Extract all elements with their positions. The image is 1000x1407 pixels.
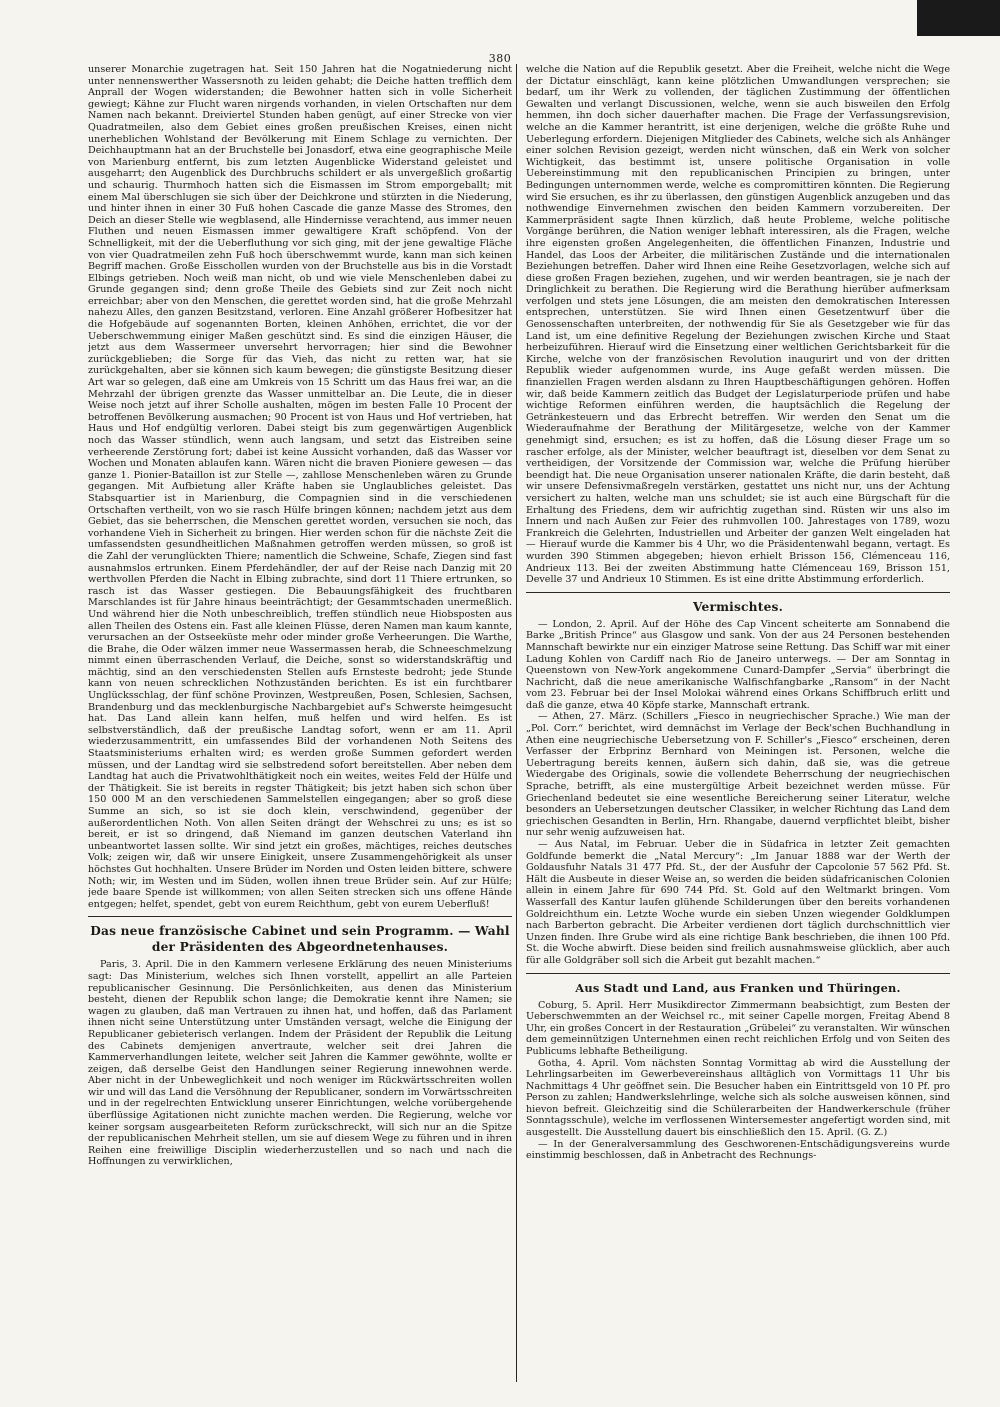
london-news-item: — London, 2. April. Auf der Höhe des Cap Vincent scheiterte am Sonnabend die Barke „British Prince“ aus Glasgow und sank. Von der aus 24 Personen bestehenden Mannschaft bewirkte nur ein einziger Matrose seine Rettung. Das Schiff war mit einer Ladung Kohlen von Cardiff nach Rio de Janeiro unterwegs. — Der am Sonntag in Queenstown von New-York angekommene Cunard-Dampfer „Servia“ überbringt die Nachricht, daß die neue amerikanische Walfischfangbarke „Ransom“ in der Nacht vom 23. Februar bei der Insel Molokai während eines Orkans Schiffbruch erlitt und daß die ganze, etwa 40 Köpfe starke, Mannschaft ertrank. (526, 618, 950, 711)
cabinet-article-text: Paris, 3. April. Die in den Kammern verlesene Erklärung des neuen Ministeriums sagt: Das Ministerium, welches sich Ihnen vorstellt, appellirt an alle Parteien republicanischer Gesinnung. Die Persönlichkeiten, aus denen das Ministerium besteht, dienen der Republik schon lange; die Demokratie kennt ihre Namen; sie wagen zu glauben, daß man Vertrauen zu ihnen hat, und hoffen, daß das Parlament ihnen nicht seine Unterstützung unter Umständen versagt, welche die Einigung der Republicaner gebieterisch verlangen. Indem der Präsident der Republik die Leitung des Cabinets demjenigen anvertraute, welcher seit drei Jahren die Kammerverhandlungen leitete, welcher seit Jahren die Kammer gewöhnte, wollte er zeigen, daß derselbe Geist den Handlungen seiner Regierung innewohnen werde. Aber nicht in der Unbeweglichkeit und noch weniger im Rückwärtsschreiten wollen wir und will das Land die Versöhnung der Republicaner, sondern im Vorwärtsschreiten und in der regelrechten Entwicklung unserer Einrichtungen, welche vorübergehende überflüssige Agitationen nicht zunichte machen werden. Die Regierung, welche vor keiner sorgsam ausgearbeiteten Reform zurückschreckt, will sich nur an die Spitze der republicanischen Mehrheit stellen, um sie auf diesem Wege zu führen und in ihren Reihen eine freiwillige Disciplin wiederherzustellen und so nach und nach die Hoffnungen zu verwirklichen, (88, 959, 512, 1168)
section-divider (88, 916, 512, 917)
left-column (88, 64, 512, 1382)
regional-news-heading: Aus Stadt und Land, aus Franken und Thüringen. (575, 980, 901, 995)
cabinet-article-continued: welche die Nation auf die Republik gesetzt. Aber die Freiheit, welche nicht die Wege der Dictatur einschlägt, kann keine plötzlichen Umwandlungen versprechen; sie bedarf, um ihr Werk zu vollenden, der täglichen Zustimmung der öffentlichen Gewalten und verlangt Discussionen, welche, wenn sie auch bisweilen den Erfolg hemmen, ihn doch sicher dauerhafter machen. Die Frage der Verfassungsrevision, welche an die Kammer herantritt, ist eine derjenigen, welche die größte Ruhe und Ueberlegung erfordern. Diejenigen Mitglieder des Cabinets, welche sich als Anhänger einer solchen Revision gezeigt, werden nicht wünschen, daß ein Werk von solcher Wichtigkeit, das bestimmt ist, unsere politische Organisation in volle Uebereinstimmung mit den republicanischen Principien zu bringen, unter Bedingungen unternommen werde, welche es compromittiren könnten. Die Regierung wird Sie ersuchen, es ihr zu überlassen, den günstigen Augenblick anzugeben und das nothwendige Einvernehmen zwischen den beiden Kammern vorzubereiten. Der Kammerpräsident sagte Ihnen kürzlich, daß heute Probleme, welche politische Vorgänge berühren, die Nation weniger lebhaft interessiren, als die Fragen, welche ihre eigensten großen Angelegenheiten, die öffentlichen Finanzen, Industrie und Handel, das Loos der Arbeiter, die militärischen Zustände und die internationalen Beziehungen betreffen. Daher wird Ihnen eine Reihe Gesetzvorlagen, welche sich auf diese großen Fragen beziehen, zugehen, und wir werden beantragen, sie je nach der Dringlichkeit zu berathen. Die Regierung wird die Berathung hierüber aufmerksam verfolgen und stets jene Lösungen, die am meisten den demokratischen Interessen entsprechen, unterstützen. Sie wird Ihnen einen Gesetzentwurf über die Genossenschaften unterbreiten, der nothwendig für Sie als Gesetzgeber wie für das Land ist, um eine definitive Regelung der Beziehungen zwischen Kirche und Staat herbeizuführen. Hierauf wird die Einsetzung einer weltlichen Gerichtsbarkeit für die Kirche, welche von der französischen Revolution inaugurirt und von der dritten Republik wieder aufgenommen wurde, ins Auge gefaßt werden müssen. Die finanziellen Fragen werden alsdann zu Ihren Hauptbeschäftigungen gehören. Hoffen wir, daß beide Kammern zeitlich das Budget der Legislaturperiode prüfen und habe wichtige Reformen einführen werden, die hauptsächlich die Regelung der Getränkesteuern und das Erbrecht betreffen. Wir werden den Senat um die Wiederaufnahme der Berathung der Militärgesetze, welche von der Kammer genehmigt sind, ersuchen; es ist zu hoffen, daß die Lösung dieser Frage um so rascher erfolge, als der Minister, welcher beauftragt ist, dieselben vor dem Senat zu vertheidigen, der Vorsitzende der Commission war, welche die Prüfung hierüber beendigt hat. Die neue Organisation unserer nationalen Kräfte, die darin besteht, daß wir unsere Defensivmaßregeln verstärken, gestattet uns nicht nur, uns der Achtung versichert zu halten, welche man uns schuldet; sie ist auch eine Bürgschaft für die Erhaltung des Friedens, dem wir aufrichtig zugethan sind. Rüsten wir uns also im Innern und nach Außen zur Feier des ruhmvollen 100. Jahrestages von 1789, wozu Frankreich die Gelehrten, Industriellen und Arbeiter der ganzen Welt eingeladen hat — Hierauf wurde die Kammer bis 4 Uhr, wo die Präsidentenwahl begann, vertagt. Es wurden 390 Stimmen abgegeben; hievon erhielt Brisson 156, Clémenceau 116, Andrieux 113. Bei der zweiten Abstimmung hatte Clémenceau 169, Brisson 151, Develle 37 und Andrieux 10 Stimmen. Es ist eine dritte Abstimmung erforderlich. (526, 64, 950, 586)
section-divider (526, 973, 950, 974)
scan-corner-mark (908, 0, 1000, 36)
gotha-news-item: Gotha, 4. April. Vom nächsten Sonntag Vormittag ab wird die Ausstellung der Lehrlingsarbeiten im Gewerbevereinshaus alltäglich von Vormittags 11 Uhr bis Nachmittags 4 Uhr geöffnet sein. Die Besucher haben ein Eintrittsgeld von 10 Pf. pro Person zu zahlen; Handwerkslehrlinge, welche sich als solche ausweisen können, sind hievon befreit. Gleichzeitig sind die Schülerarbeiten der Handwerkerschule (früher Sonntagsschule), welche im verflossenen Wintersemester angefertigt worden sind, mit ausgestellt. Die Ausstellung dauert bis einschließlich den 15. April. (G. Z.) (526, 1057, 950, 1139)
miscellany-heading: Vermischtes. (692, 599, 784, 614)
coburg-news-item: Coburg, 5. April. Herr Musikdirector Zimmermann beabsichtigt, zum Besten der Ueberschwemmten an der Weichsel rc., mit seiner Capelle morgen, Freitag Abend 8 Uhr, ein großes Concert in der Restauration „Grübelei“ zu veranstalten. Wir wünschen dem gemeinnützigen Unternehmen einen recht reichlichen Erfolg und von Seiten des Publicums lebhafte Betheiligung. (526, 999, 950, 1057)
association-news-item: — In der Generalversammlung des Geschworenen-Entschädigungsvereins wurde einstimmig beschlossen, daß in Anbetracht des Rechnungs- (526, 1138, 950, 1162)
athens-news-item: — Athen, 27. März. (Schillers „Fiesco in neugriechischer Sprache.) Wie man der „Pol. Corr.“ berichtet, wird demnächst im Verlage der Beck'schen Buchhandlung in Athen eine neugriechische Uebersetzung von F. Schiller's „Fiesco“ erscheinen, deren Verfasser der Erbprinz Bernhard von Meiningen ist. Personen, welche die Uebertragung bereits kennen, äußern sich dahin, daß sie, was die getreue Wiedergabe des Originals, sowie die vollendete Beherrschung der neugriechischen Sprache, betrifft, als eine mustergültige Arbeit bezeichnet werden müsse. Für Griechenland bedeutet sie eine wesentliche Bereicherung seiner Literatur, welche besonders an Uebersetzungen deutscher Classiker, in welcher Richtung das Land dem griechischen Gesandten in Berlin, Hrn. Rhangabe, dauernd verpflichtet bleibt, bisher nur sehr wenig aufzuweisen hat. (526, 711, 950, 839)
right-column (526, 64, 950, 1382)
natal-news-item: — Aus Natal, im Februar. Ueber die in Südafrica in letzter Zeit gemachten Goldfunde bemerkt die „Natal Mercury“: „Im Januar 1888 war der Werth der Goldausfuhr Natals 31 477 Pfd. St., der der Ausfuhr der Capcolonie 57 562 Pfd. St. Hält die Ausbeute in dieser Weise an, so werden die beiden südafricanischen Colonien allein in einem Jahre für 690 744 Pfd. St. Gold auf den Weltmarkt bringen. Vom Wasserfall des Kantur laufen glühende Schilderungen über den bereits vorhandenen Goldreichthum ein. Letzte Woche wurde ein sieben Unzen wiegender Goldklumpen nach Barberton gebracht. Die Arbeiter verdienen dort täglich durchschnittlich vier Unzen finden. Ihre Grube wird als eine richtige Bank beschrieben, die ihnen 100 Pfd. St. die Woche abwirft. Diese beiden sind freilich ausnahmsweise glücklich, aber auch für alle Goldgräber soll sich die Arbeit gut bezahlt machen.“ (526, 839, 950, 966)
cabinet-article-heading: Das neue französische Cabinet und sein Programm. — Wahl der Präsidenten des Abgeordnetenhauses. (90, 924, 510, 955)
flood-article-text: unserer Monarchie zugetragen hat. Seit 150 Jahren hat die Nogatniederung nicht unter nennenswerther Wassersnoth zu leiden gehabt; die Deiche hatten trefflich dem Anprall der Wogen widerstanden; die Bewohner hatten sich in volle Sicherheit gewiegt; Kähne zur Flucht waren nirgends vorhanden, in vielen Ortschaften nur dem Namen nach bekannt. Dreiviertel Stunden haben genügt, auf einer Strecke von vier Quadratmeilen, also dem Gebiet eines großen preußischen Kreises, einen nicht unerheblichen Wohlstand der Bevölkerung mit Einem Schlage zu vernichten. Der Deichhauptmann hat an der Bruchstelle bei Jonasdorf, etwa eine geographische Meile von Marienburg entfernt, bis zum letzten Augenblicke Widerstand geleistet und ausgeharrt; den Augenblick des Durchbruchs schildert er als unvergeßlich großartig und schaurig. Thurmhoch hatten sich die Eismassen im Strom emporgeballt; mit einem Mal überschlugen sie sich über der Deichkrone und stürzten in die Niederung, und hinter ihnen in einer 30 Fuß hohen Cascade die ganze Masse des Stromes, den Deich an dieser Stelle wie wegblasend, alle Hindernisse verachtend, aus immer neuen Fluthen und neuen Eismassen immer gewaltigere Kraft schöpfend. Von der Schnelligkeit, mit der die Ueberfluthung vor sich ging, mit der jene gewaltige Fläche von vier Quadratmeilen zehn Fuß hoch überschwemmt wurde, kann man sich keinen Begriff machen. Große Eisschollen wurden von der Bruchstelle aus bis in die Vorstadt Elbings getrieben. Noch weiß man nicht, ob und wie viele Menschenleben dabei zu Grunde gegangen sind; denn große Theile des Gebiets sind zur Zeit noch nicht erreichbar; aber von den Menschen, die gerettet worden sind, hat die große Mehrzahl nahezu Alles, den ganzen Besitzstand, verloren. Eine Anzahl größerer Hofbesitzer hat die Hofgebäude auf sogenannten Borten, kleinen Anhöhen, errichtet, die vor der Ueberschwemmung einiger Maßen geschützt sind. Es sind die einzigen Häuser, die jetzt aus dem Wassermeer unversehrt hervorragen; hier sind die Bewohner zurückgeblieben; die Sorge für das Vieh, das nicht zu retten war, hat sie zurückgehalten, aber sie können sich kaum bewegen; die günstigste Besitzung dieser Art war so gelegen, daß eine am Umkreis von 15 Schritt um das Haus frei war, an die Mehrzahl der übrigen grenzte das Wasser unmittelbar an. Die Leute, die in dieser Weise noch jetzt auf ihrer Scholle aushalten, mögen im besten Falle 10 Procent der betroffenen Bevölkerung ausmachen; 90 Procent ist von Haus und Hof vertrieben, hat Haus und Hof endgültig verloren. Dabei steigt bis zum gegenwärtigen Augenblick noch das Wasser stündlich, wenn auch langsam, und setzt das Eistreiben seine verheerende Zerstörung fort; dabei ist keine Aussicht vorhanden, daß das Wasser vor Wochen und Monaten ablaufen kann. Wären nicht die braven Pioniere gewesen — das ganze 1. Pionier-Bataillon ist zur Stelle —, zahllose Menschenleben wären zu Grunde gegangen. Mit Aufbietung aller Kräfte haben sie Unglaubliches geleistet. Das Stabsquartier ist in Marienburg, die Compagnien sind in die verschiedenen Ortschaften vertheilt, von wo sie rasch Hülfe bringen können; nachdem jetzt aus dem Gebiet, das sie beherrschen, die Menschen gerettet worden, versuchen sie noch, das vorhandene Vieh in Sicherheit zu bringen. Hier werden schon für die nächste Zeit die umfassendsten gesundheitlichen Maßnahmen getroffen werden müssen, so groß ist die Zahl der verunglückten Thiere; namentlich die Schweine, Schafe, Ziegen sind fast ausnahmslos ertrunken. Einem Pferdehändler, der auf der Reise nach Danzig mit 20 werthvollen Pferden die Nacht in Elbing zubrachte, sind dort 11 Thiere ertrunken, so rasch ist das Wasser gestiegen. Die Bebauungsfähigkeit des fruchtbaren Marschlandes ist für Jahre hinaus beeinträchtigt; der Gesammtschaden unermeßlich. Und während hier die Noth unbeschreiblich, treffen stündlich neue Hiobsposten aus allen Theilen des Ostens ein. Fast alle kleinen Flüsse, deren Namen man kaum kannte, verursachen an der Ostseeküste mehr oder minder große Verheerungen. Die Warthe, die Brahe, die Oder wälzen immer neue Wassermassen herab, die Schneeschmelzung nimmt einen überraschenden Verlauf, die Deiche, sonst so widerstandskräftig und mächtig, sind an den verschiedensten Stellen aufs Ernsteste bedroht; jede Stunde kann von neuen schrecklichen Nothzuständen berichten. Es ist ein furchtbarer Unglücksschlag, der fünf schöne Provinzen, Westpreußen, Posen, Schlesien, Sachsen, Brandenburg und das mecklenburgische Nachbargebiet auf's Schwerste heimgesucht hat. Das Land allein kann helfen, muß helfen und wird helfen. Es ist selbstverständlich, daß der preußische Landtag sofort, wenn er am 11. April wiederzusammentritt, ein umfassendes Bild der vorhandenen Noth Seitens des Staatsministeriums erhalten wird; es werden große Summen gefordert werden müssen, und der Landtag wird sie selbstredend sofort bereitstellen. Aber neben dem Landtag hat auch die Privatwohlthätigkeit noch ein weites, weites Feld der Hülfe und der Thätigkeit. Sie ist bereits in regster Thätigkeit; bis jetzt haben sich schon über 150 000 M an den verschiedenen Sammelstellen eingegangen; aber so groß diese Summe an sich, so ist sie doch klein, verschwindend, gegenüber der außerordentlichen Noth. Von allen Seiten drängt der Wehschrei zu uns; es ist so bereit, er ist so dringend, daß Niemand im ganzen deutschen Vaterland ihn unbeantwortet lassen sollte. Wir sind jetzt ein großes, mächtiges, reiches deutsches Volk; zeigen wir, daß wir unsere Einigkeit, unsere Zusammengehörigkeit als unser höchstes Gut hochhalten. Unsere Brüder im Norden und Osten leiden bittere, schwere Noth; wir, im Westen und im Süden, wollen ihnen treue Brüder sein. Auf zur Hülfe; jede baare Spende ist willkommen; von allen Seiten strecken sich uns offene Hände entgegen; helfet, spendet, gebt von eurem Reichthum, gebt von eurem Ueberfluß! (88, 64, 512, 910)
newspaper-columns (88, 64, 950, 1382)
page-number: 380 (488, 52, 512, 65)
section-divider (526, 592, 950, 593)
